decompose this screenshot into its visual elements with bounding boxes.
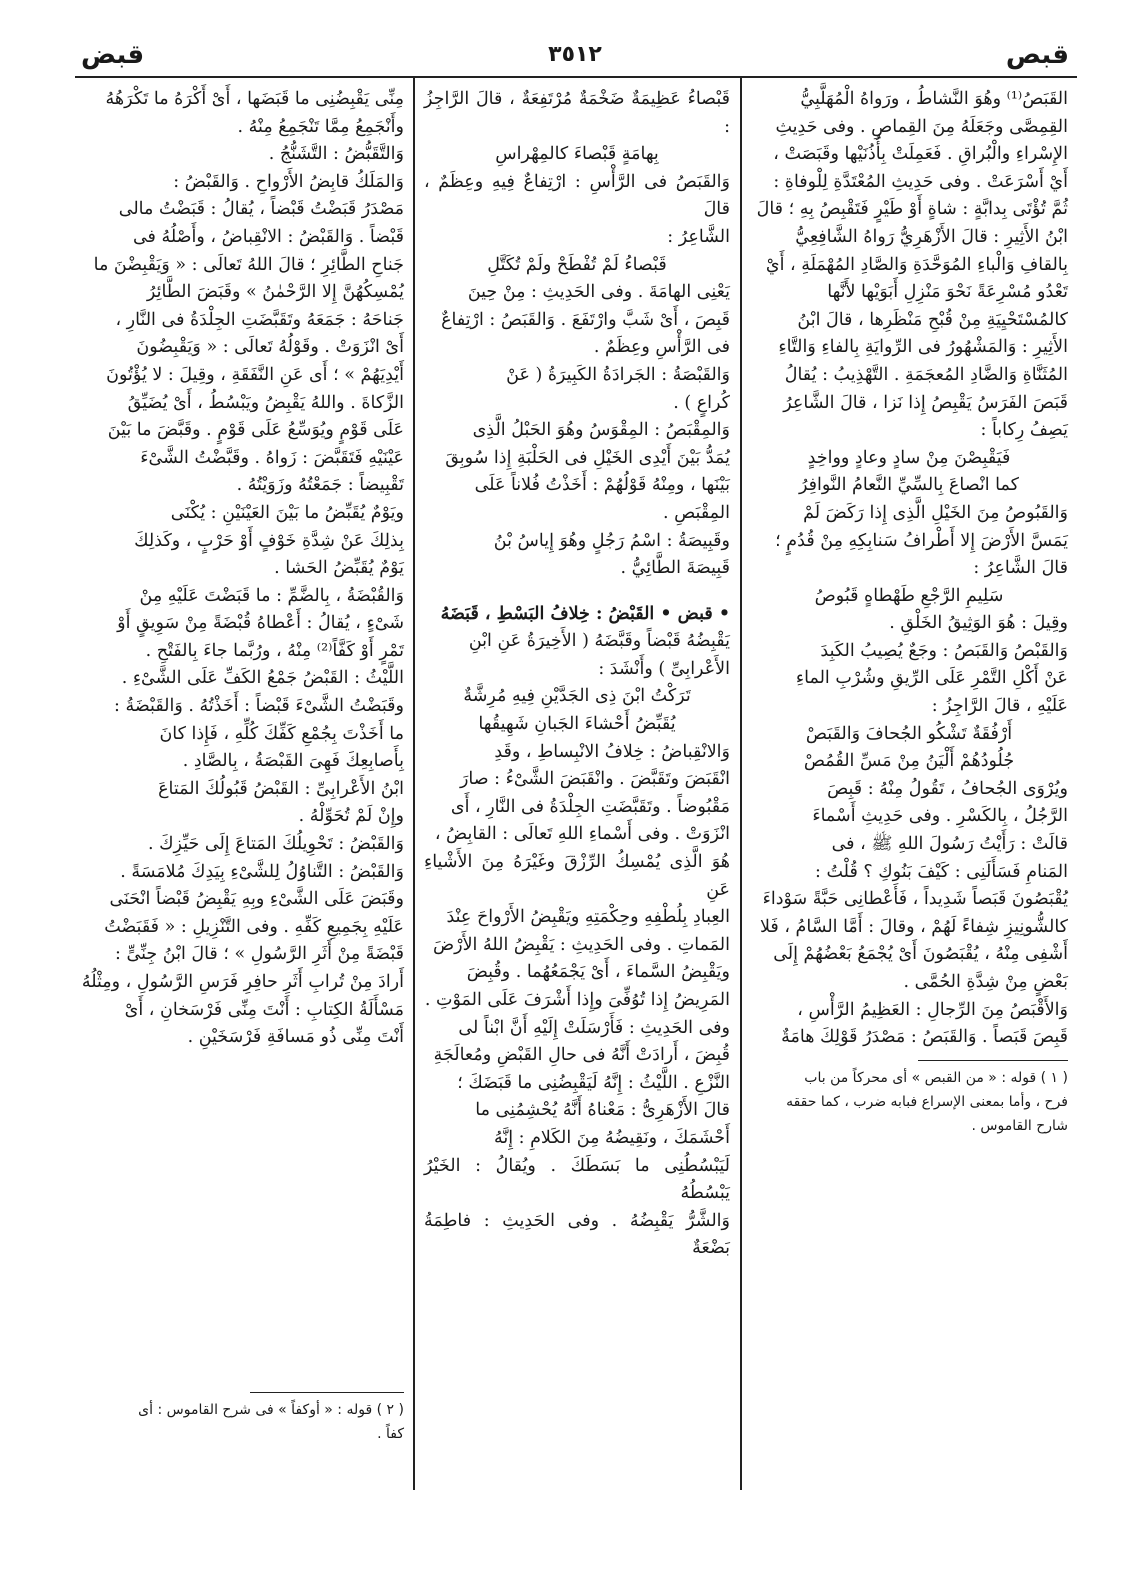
running-headword-right: قبص — [1005, 40, 1069, 70]
text-line: وَالقَبْضُ : تَحْوِيلُكَ المَتاعَ إِلَى حَيِّزِكَ . — [148, 834, 404, 855]
text-line: بِهامَةٍ قَبْصاءَ كالمِهْراسِ — [495, 144, 659, 165]
text-line: أَحْشَمَكَ ، ونَقِيضُهُ مِنَ الكَلامِ : إِنَّهُ — [493, 1127, 730, 1148]
text-column-left — [80, 86, 404, 1052]
text-line: قَبْضَةً مِنْ أَثَرِ الرَّسُولِ » ؛ قالَ ابْنُ جِنِّىٍّ : — [115, 944, 404, 965]
text-line: سَلِيمِ الرَّجْعِ طَهْطاهٍ قَبُوصُ — [814, 585, 1004, 606]
text-line: ثُمَّ تُؤْتَى بِدابَّةٍ : شاةٍ أَوْ طَيْرٍ فَتَقْبِصُ بِهِ ؛ قالَ — [756, 199, 1068, 220]
footnote-rule-left — [250, 1392, 404, 1393]
text-line: تَعْدُو مُسْرِعَةً نَحْوَ مَنْزِلِ أَبَوَيْها لأَنَّها — [827, 282, 1068, 303]
text-line: عَلَيْهِ ، قالَ الرَّاجِزُ : — [931, 696, 1068, 717]
text-line: وَالمِقْبَصُ : المِقْوَسُ وهُوَ الحَبْلُ الَّذِى — [472, 420, 730, 441]
text-line: الأَعْرابِىِّ ) وأَنْشَدَ : — [598, 658, 730, 679]
text-line: المَماتِ . وفى الحَدِيثِ : يَقْبِضُ اللهُ الأَرْضَ — [432, 934, 730, 955]
text-line: قَبِيصَةَ الطَّائِيُّ . — [620, 558, 730, 579]
text-line: قَبِصَ قَبَصاً . وَالقَبَصُ : مَصْدَرُ قَوْلِكَ هامَةٌ — [781, 1027, 1068, 1048]
text-line: يُمْسِكُهُنَّ إِلا الرَّحْمٰنُ » وقَبَضَ الطَّائِرُ — [146, 282, 404, 303]
text-line: وقَبَضْتُ الشَّىْءَ قَبْضاً : أَخَذْتُهُ . وَالقَبْضَةُ : — [114, 696, 404, 717]
text-line: كُراعٍ ) . — [673, 392, 730, 413]
text-line: قَبْصاءُ لَمْ تُفْطَحْ ولَمْ تُكَتَّلِ — [487, 254, 667, 275]
text-line: أَىْ انْزَوَتْ . وقَوْلُهُ تَعالَى : « وَيَقْبِضُونَ — [136, 337, 404, 358]
text-line: كما انْصاعَ بِالسِّيِّ النَّعامُ النَّوافِرُ — [799, 475, 1019, 496]
text-line: جَناحَهُ : جَمَعَهُ وتَقَبَّضَتِ الجِلْدَةُ فى النَّارِ ، — [115, 309, 404, 330]
text-line: بَعْضٍ مِنْ شِدَّةِ الحُمَّى . — [903, 972, 1068, 992]
text-line: يُقَبِّضُ أَحْشاءَ الجَبانِ شَهِيقُها — [478, 714, 676, 735]
text-column-right — [750, 86, 1068, 1052]
page-number: ٣٥١٢ — [548, 42, 602, 67]
text-line: تَقْبِيضاً : جَمَعْتُهُ وزَوَيْتُهُ . — [236, 475, 404, 496]
text-line: وقَبَضَ عَلَى الشَّىْءِ وبِهِ يَقْبِضُ قَبْضاً انْحَنَى — [109, 889, 404, 910]
text-line: ابْنُ الأَثِيرِ : قالَ الأَزْهَرِيُّ رَواهُ الشَّافِعِيُّ — [795, 226, 1068, 247]
text-line: انْزَوَتْ . وفى أَسْماءِ اللهِ تَعالَى : القابِضُ ، — [434, 824, 730, 845]
text-line: النَّزْعِ . اللَّيْثُ : إِنَّهُ لَيَقْبِضُنِى ما قَبَضَكَ ؛ — [457, 1072, 730, 1093]
text-line: قَبْضاً . وَالقَبْضُ : الانْقِباضُ ، وأَصْلُهُ فى — [132, 226, 404, 247]
text-line: عَلَى قَوْمٍ ويُوَسِّعُ عَلَى قَوْمٍ . وقَبَّضَ ما بَيْنَ — [107, 420, 404, 441]
text-line: المَرِيضُ إِذا تُوُفِّىَ وإِذا أَشْرَفَ عَلَى المَوْتِ . — [424, 990, 730, 1010]
text-line: بِالقافِ وَالْباءِ المُوَحَّدَةِ وَالصَّادِ المُهْمَلَةِ ، أَيْ — [765, 254, 1068, 275]
text-line: فَيَقْبِصْنَ مِنْ سادٍ وعادٍ وواخِدٍ — [807, 447, 1011, 468]
text-line: بَيْنَها ، ومِنْهُ قَوْلُهُمْ : أَخَذْتُ فُلاناً عَلَى — [474, 475, 730, 496]
footnote-rule-right — [918, 1060, 1068, 1061]
text-line: وَالقَبْصُ وَالقَبَصُ : وجَعٌ يُصِيبُ الكَبِدَ — [820, 640, 1068, 661]
text-line: ويَقْبِضُ السَّماءَ ، أَىْ يَجْمَعُهُما . وقُبِضَ — [466, 962, 730, 983]
text-line: مَقْبُوضاً . وتَقَبَّضَتِ الجِلْدَةُ فى النَّارِ ، أَى — [450, 796, 730, 817]
text-line: يَقْبِضُهُ قَبْضاً وقَبَّضَهُ ( الأَخِيرَةُ عَنِ ابْنِ — [468, 631, 730, 652]
text-line: وإِنْ لَمْ تُحَوِّلْهُ . — [298, 806, 404, 827]
footnote-line: كفاً . — [377, 1426, 404, 1442]
footnote-right — [750, 1066, 1068, 1138]
text-line: ابْنُ الأَعْرابِىِّ : القَبْضُ قَبُولُكَ المَتاعَ — [158, 778, 404, 799]
text-line: وَالمَلَكُ قابِضُ الأَرْواحِ . وَالقَبْضُ : — [173, 171, 404, 192]
text-line: وَالقَبْضُ : التَّناوُلُ لِلشَّىْءِ بِيَدِكَ مُلامَسَةً . — [120, 861, 404, 882]
text-line: المُثَنَّاةِ وَالضَّادِ المُعجَمَةِ . التَّهْذِيبُ : يُقالُ — [784, 364, 1068, 385]
text-line: وفى الحَدِيثِ : فَأَرْسَلَتْ إِلَيْهِ أَنَّ ابْناً لى — [458, 1017, 730, 1038]
footnote-line: ( ١ ) قوله : « من القبص » أى محركاً من باب — [804, 1070, 1068, 1086]
text-line: يَمَسَّ الأَرْضَ إِلا أَطْرافُ سَنابِكِهِ مِنْ قُدُمٍ ؛ — [775, 530, 1068, 551]
text-line: انْقَبَضَ وتَقَبَّضَ . وانْقَبَضَ الشَّىْءُ : صارَ — [459, 769, 730, 790]
text-line: ويُرْوَى الجُحافُ ، تَقُولُ مِنْهُ : قَبِصَ — [827, 778, 1068, 799]
text-line: جَناحِ الطَّائِرِ ؛ قالَ اللهُ تَعالَى : « وَيَقْبِضْنَ ما — [93, 254, 404, 275]
text-line: المَنامِ فَسَأَلَنِى : كَيْفَ بَنُوكِ ؟ قُلْتُ : — [815, 861, 1068, 882]
text-line: أَيْدِيَهُمْ » ؛ أَى عَنِ النَّفَقَةِ ، وقِيلَ : لا يُؤْتُونَ — [106, 364, 404, 385]
text-line: وَالانْقِباضُ : خِلافُ الانْبِساطِ ، وقَدِ — [494, 741, 730, 762]
text-line: أَيْ أَسْرَعَتْ . وفى حَدِيثِ المُعْتَدَّةِ لِلْوفاةِ : — [773, 171, 1068, 192]
text-line: • قبض • القَبْضُ : خِلافُ البَسْطِ ، قَبَضَهُ — [440, 603, 730, 624]
text-line: أَرادَ مِنْ تُرابِ أَثَرِ حافِرِ فَرَسِ الرَّسُولِ ، ومِثْلُهُ — [81, 972, 404, 992]
text-line: وَالقَبْصَةُ : الجَرادَةُ الكَبِيرَةُ ( عَنْ — [506, 364, 730, 385]
text-line: أَرْفُقَةٌ تَشْكُو الجُحافَ وَالقَبَصْ — [805, 723, 1013, 744]
column-divider-left — [413, 78, 415, 1490]
text-line: وَالقَبُوصُ مِنَ الخَيْلِ الَّذِى إِذا رَكَضَ لَمْ — [803, 502, 1068, 523]
text-line: تَمْرٍ أَوْ كَفَّاً⁽²⁾ مِنْهُ ، ورُبَّما جاءَ بِالفَتْحِ . — [145, 640, 404, 661]
text-line: وقِيلَ : هُوَ الوَثِيقُ الخَلْقِ . — [889, 613, 1068, 634]
text-line: أَنْتَ مِنِّى ذُو مَسافَةِ فَرْسَخَيْنِ . — [187, 1027, 404, 1048]
text-line: جُلُودُهُمْ أَلْيَنُ مِنْ مَسِّ القُمُصْ — [803, 751, 1015, 772]
text-line: مَسْأَلَةُ الكِتابِ : أَنْتَ مِنِّى فَرْسَخانِ ، أَىْ — [124, 999, 404, 1020]
text-line: يُمَدُّ بَيْنَ أَيْدِى الخَيْلِ فى الحَلْبَةِ إِذا سُوبِقَ — [445, 447, 730, 468]
footnote-line: فرح ، وأما بمعنى الإسراع فبابه ضرب ، كما حققه — [786, 1094, 1068, 1110]
text-line: الإِسْراءِ والْبُراقِ . فَعَمِلَتْ بِأُذُنَيْها وقَبَصَتْ ، — [773, 144, 1068, 165]
text-line: كالمُسْتَحْيِيَةِ مِنْ قُبْحِ مَنْظَرِها ، قالَ ابْنُ — [797, 309, 1068, 330]
text-line: وأَنْجَمِعُ مِمَّا تَنْجَمِعُ مِنْهُ . — [237, 116, 404, 137]
text-line: مِنِّى يَقْبِضُنِى ما قَبَضَها ، أَىْ أَكْرَهُ ما تَكْرَهُهُ — [105, 89, 404, 109]
text-line: وقَبِيصَةُ : اسْمُ رَجُلٍ وهُوَ إِياسُ بْنُ — [493, 530, 730, 551]
text-line: عَيْنَيْهِ فَتَقَبَّضَ : زَواهُ . وقَبَّضْتُ الشَّىْءَ — [140, 447, 404, 468]
text-line: القِمِصَّى وجَعَلَهُ مِنَ القِماصِ . وفى حَدِيثِ — [775, 116, 1068, 137]
text-line: الأَثِيرِ : وَالمَشْهُورُ فى الرِّوايَةِ بِالفاءِ وَالتَّاءِ — [778, 337, 1068, 358]
footnote-line: شارح القاموس . — [971, 1118, 1068, 1134]
text-line: قَبْصاءُ عَظِيمَةٌ ضَخْمَةٌ مُرْتَفِعَةٌ ، قالَ الرَّاجِزُ : — [424, 89, 730, 137]
text-line: الشَّاعِرُ : — [667, 226, 730, 247]
footnote-line: ( ٢ ) قوله : « أوكفاً » فى شرح القاموس : أى — [138, 1402, 404, 1418]
text-line: قَبَصَ الفَرَسُ يَقْبِصُ إِذا نَزا ، قالَ الشَّاعِرُ — [783, 392, 1068, 413]
text-line: لَيَبْسُطُنِى ما بَسَطَكَ . ويُقالُ : الخَيْرُ يَبْسُطُهُ — [424, 1155, 730, 1204]
text-line: قالَ الأَزْهَرِىُّ : مَعْناهُ أَنَّهُ يُحْشِمُنِى ما — [475, 1100, 730, 1121]
text-line: بِأَصابِعِكَ فَهِىَ القَبْصَةُ ، بِالصَّادِ . — [182, 751, 404, 772]
text-line: وَالقُبْضَةُ ، بِالضَّمِّ : ما قَبَضْتَ عَلَيْهِ مِنْ — [139, 585, 404, 606]
running-headword-left: قبض — [81, 40, 145, 70]
text-line: المِقْبَصِ . — [662, 502, 730, 523]
text-line — [424, 583, 730, 601]
text-line: الزَّكاةَ . واللهُ يَقْبِضُ ويَبْسُطُ ، أَىْ يُضَيِّقُ — [127, 392, 404, 413]
footnote-left — [80, 1398, 404, 1446]
text-line: وَالأَقْبَصُ مِنَ الرِّجالِ : العَظِيمُ الرَّأْسِ ، — [797, 999, 1068, 1020]
page-header — [75, 38, 1075, 78]
text-line: ما أَخَذْتَ بِجُمْعِ كَفِّكَ كُلِّهِ ، فَإِذا كانَ — [159, 723, 404, 744]
text-line: قَبِصَ ، أَىْ شَبَّ وارْتَفَعَ . وَالقَبَصُ : ارْتِفاعٌ — [441, 309, 730, 330]
text-line: اللَّيْثُ : القَبْضُ جَمْعُ الكَفِّ عَلَى الشَّىْءِ . — [121, 668, 404, 689]
text-line: يَوْمٌ يُقَبِّضُ الحَشا . — [274, 558, 404, 579]
text-line: وَالشَّرُّ يَقْبِضُهُ . وفى الحَدِيثِ : فاطِمَةُ بَضْعَةٌ — [424, 1210, 730, 1259]
text-line: هُوَ الَّذِى يُمْسِكُ الرِّزْقَ وغَيْرَهُ مِنَ الأَشْياءِ عَنِ — [424, 852, 730, 900]
text-line: الرَّجُلُ ، بِالكَسْرِ . وفى حَدِيثِ أَسْماءَ — [812, 806, 1068, 827]
text-line: القَبَصُ⁽¹⁾ وهُوَ النَّشاطُ ، ورَواهُ الْمُهَلَّبِيُّ — [800, 89, 1068, 109]
text-line: فى الرَّأْسِ وعِظَمٌ . — [593, 337, 730, 358]
text-line: عَلَيْهِ بِجَمِيعِ كَفِّهِ . وفى التَّنْزِيلِ : « فَقَبَضْتُ — [104, 916, 404, 937]
text-line: قالَتْ : رَأَيْتُ رَسُولَ اللهِ ﷺ ، فى — [831, 834, 1068, 855]
text-line: أَشْفِى مِنْهُ ، يُقْبَصُونَ أَىْ يُجْمَعُ بَعْضُهُمْ إِلَى — [773, 944, 1068, 965]
text-line: كالشُّونِيزِ شِفاءً لَهُمْ ، وقالَ : أَمَّا السَّامُ ، فَلا — [759, 916, 1068, 937]
text-line: شَىْءٍ ، يُقالُ : أَعْطاهُ قُبْضَةً مِنْ سَوِيقٍ أَوْ — [117, 613, 404, 634]
text-line: ويَوْمٌ يُقَبِّضُ ما بَيْنَ العَيْنَيْنِ : يُكْنَى — [170, 502, 404, 523]
text-line: العِبادِ بِلُطْفِهِ وحِكْمَتِهِ ويَقْبِضُ الأَرْواحَ عِنْدَ — [446, 907, 730, 928]
text-line: يَعْنِى الهامَةَ . وفى الحَدِيثِ : مِنْ حِينَ — [467, 282, 730, 303]
text-line: وَالقَبَصُ فى الرَّأْسِ : ارْتِفاعٌ فِيهِ وعِظَمٌ ، قالَ — [424, 171, 730, 220]
text-line: تَرَكْتُ ابْنَ ذِى الجَدَّيْنِ فِيهِ مُرِشَّةٌ — [463, 686, 691, 707]
text-column-middle — [424, 86, 730, 1263]
text-line: يَصِفُ رِكاباً : — [980, 420, 1068, 441]
text-line: عَنْ أَكْلِ التَّمْرِ عَلَى الرِّيقِ وشُرْبِ الماءِ — [795, 668, 1068, 689]
text-line: مَصْدَرُ قَبَضْتُ قَبْضاً ، يُقالُ : قَبَضْتُ مالى — [118, 199, 404, 220]
text-line: بِذلِكَ عَنْ شِدَّةِ خَوْفٍ أَوْ حَرْبٍ ، وكَذلِكَ — [134, 530, 404, 551]
text-line: وَالتَّقَبُّضُ : التَّشَنُّجُ . — [268, 144, 404, 165]
text-line: يُقْبَصُونَ قَبَصاً شَدِيداً ، فَأَعْطانِى حَبَّةً سَوْداءَ — [762, 889, 1068, 910]
header-rule — [75, 76, 1077, 78]
text-line: قالَ الشَّاعِرُ : — [973, 558, 1068, 579]
column-divider-right — [740, 78, 742, 1490]
text-line: قُبِضَ ، أَرادَتْ أَنَّهُ فى حالِ القَبْضِ ومُعالَجَةِ — [433, 1045, 730, 1066]
